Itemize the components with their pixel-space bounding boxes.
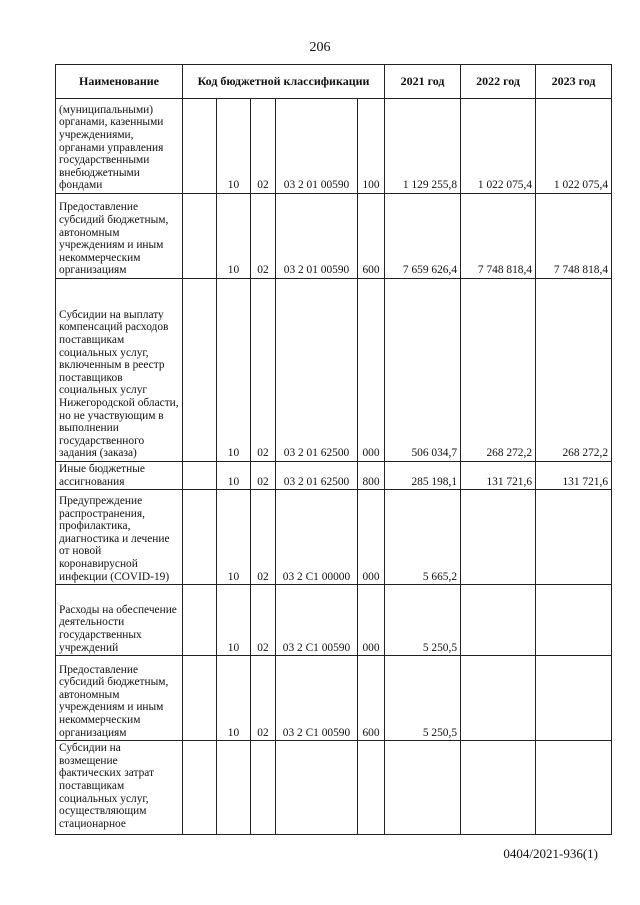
row-amount-2023 (536, 585, 612, 656)
row-expense-type-code: 800 (358, 462, 385, 490)
header-name: Наименование (56, 65, 183, 99)
row-amount-2022 (461, 490, 536, 585)
row-amount-2021: 1 129 255,8 (385, 99, 461, 194)
row-spacer (183, 656, 217, 741)
row-spacer (183, 741, 217, 835)
table-row (56, 656, 612, 741)
row-amount-2021: 5 250,5 (385, 656, 461, 741)
row-amount-2021: 5 665,2 (385, 490, 461, 585)
table-row (56, 194, 612, 279)
table-row (56, 741, 612, 835)
row-amount-2021: 506 034,7 (385, 279, 461, 462)
document-code: 0404/2021-936(1) (503, 846, 598, 861)
row-name: Субсидии на выплату компенсаций расходов поставщикам социальных услуг, включенным в реестр поставщиков социальных услуг Нижегородской области, но не участвующим в выполнении государственного задания (заказа) (56, 279, 183, 462)
row-name: (муниципальными) органами, казенными учреждениями, органами управления государственными внебюджетными фондами (56, 99, 183, 194)
row-section-code: 10 (217, 585, 251, 656)
row-amount-2021 (385, 741, 461, 835)
header-2023: 2023 год (536, 65, 612, 99)
row-section-code: 10 (217, 194, 251, 279)
row-amount-2023 (536, 656, 612, 741)
row-expense-type-code: 000 (358, 279, 385, 462)
row-expense-type-code: 100 (358, 99, 385, 194)
table-row (56, 99, 612, 194)
row-name: Субсидии на возмещение фактических затрат поставщикам социальных услуг, осуществляющим стационарное (56, 741, 183, 835)
header-2021: 2021 год (385, 65, 461, 99)
row-target-article-code (276, 741, 358, 835)
row-amount-2022 (461, 741, 536, 835)
row-target-article-code: 03 2 C1 00590 (276, 656, 358, 741)
row-target-article-code: 03 2 01 00590 (276, 99, 358, 194)
row-subsection-code: 02 (251, 490, 276, 585)
row-section-code (217, 741, 251, 835)
row-spacer (183, 99, 217, 194)
row-spacer (183, 462, 217, 490)
row-target-article-code: 03 2 C1 00000 (276, 490, 358, 585)
row-spacer (183, 585, 217, 656)
row-section-code: 10 (217, 279, 251, 462)
row-subsection-code: 02 (251, 99, 276, 194)
table-row (56, 490, 612, 585)
row-subsection-code: 02 (251, 194, 276, 279)
budget-table (55, 64, 612, 835)
row-amount-2022 (461, 656, 536, 741)
row-subsection-code (251, 741, 276, 835)
row-name: Предоставление субсидий бюджетным, автономным учреждениям и иным некоммерческим организациям (56, 194, 183, 279)
row-target-article-code: 03 2 01 00590 (276, 194, 358, 279)
row-expense-type-code: 000 (358, 490, 385, 585)
row-amount-2022 (461, 585, 536, 656)
row-expense-type-code: 000 (358, 585, 385, 656)
table-row (56, 279, 612, 462)
row-expense-type-code: 600 (358, 656, 385, 741)
row-amount-2023: 268 272,2 (536, 279, 612, 462)
row-amount-2021: 7 659 626,4 (385, 194, 461, 279)
row-amount-2023 (536, 741, 612, 835)
row-amount-2022: 7 748 818,4 (461, 194, 536, 279)
table-header-row (56, 65, 612, 99)
row-amount-2022: 131 721,6 (461, 462, 536, 490)
row-spacer (183, 490, 217, 585)
row-name: Расходы на обеспечение деятельности государственных учреждений (56, 585, 183, 656)
row-name: Предупреждение распространения, профилактика, диагностика и лечение от новой коронавирусной инфекции (COVID-19) (56, 490, 183, 585)
row-target-article-code: 03 2 C1 00590 (276, 585, 358, 656)
row-section-code: 10 (217, 656, 251, 741)
row-subsection-code: 02 (251, 462, 276, 490)
row-amount-2021: 285 198,1 (385, 462, 461, 490)
row-amount-2022: 268 272,2 (461, 279, 536, 462)
row-amount-2023: 131 721,6 (536, 462, 612, 490)
table-row (56, 462, 612, 490)
row-amount-2022: 1 022 075,4 (461, 99, 536, 194)
row-subsection-code: 02 (251, 279, 276, 462)
row-spacer (183, 279, 217, 462)
table-row (56, 585, 612, 656)
row-expense-type-code (358, 741, 385, 835)
row-amount-2023: 1 022 075,4 (536, 99, 612, 194)
row-amount-2023 (536, 490, 612, 585)
page-number: 206 (309, 40, 331, 55)
header-code: Код бюджетной классификации (183, 65, 385, 99)
row-name: Предоставление субсидий бюджетным, автономным учреждениям и иным некоммерческим организациям (56, 656, 183, 741)
row-name: Иные бюджетные ассигнования (56, 462, 183, 490)
row-amount-2023: 7 748 818,4 (536, 194, 612, 279)
header-2022: 2022 год (461, 65, 536, 99)
row-expense-type-code: 600 (358, 194, 385, 279)
row-target-article-code: 03 2 01 62500 (276, 279, 358, 462)
row-section-code: 10 (217, 490, 251, 585)
row-amount-2021: 5 250,5 (385, 585, 461, 656)
row-target-article-code: 03 2 01 62500 (276, 462, 358, 490)
row-section-code: 10 (217, 99, 251, 194)
row-subsection-code: 02 (251, 656, 276, 741)
row-spacer (183, 194, 217, 279)
row-subsection-code: 02 (251, 585, 276, 656)
row-section-code: 10 (217, 462, 251, 490)
